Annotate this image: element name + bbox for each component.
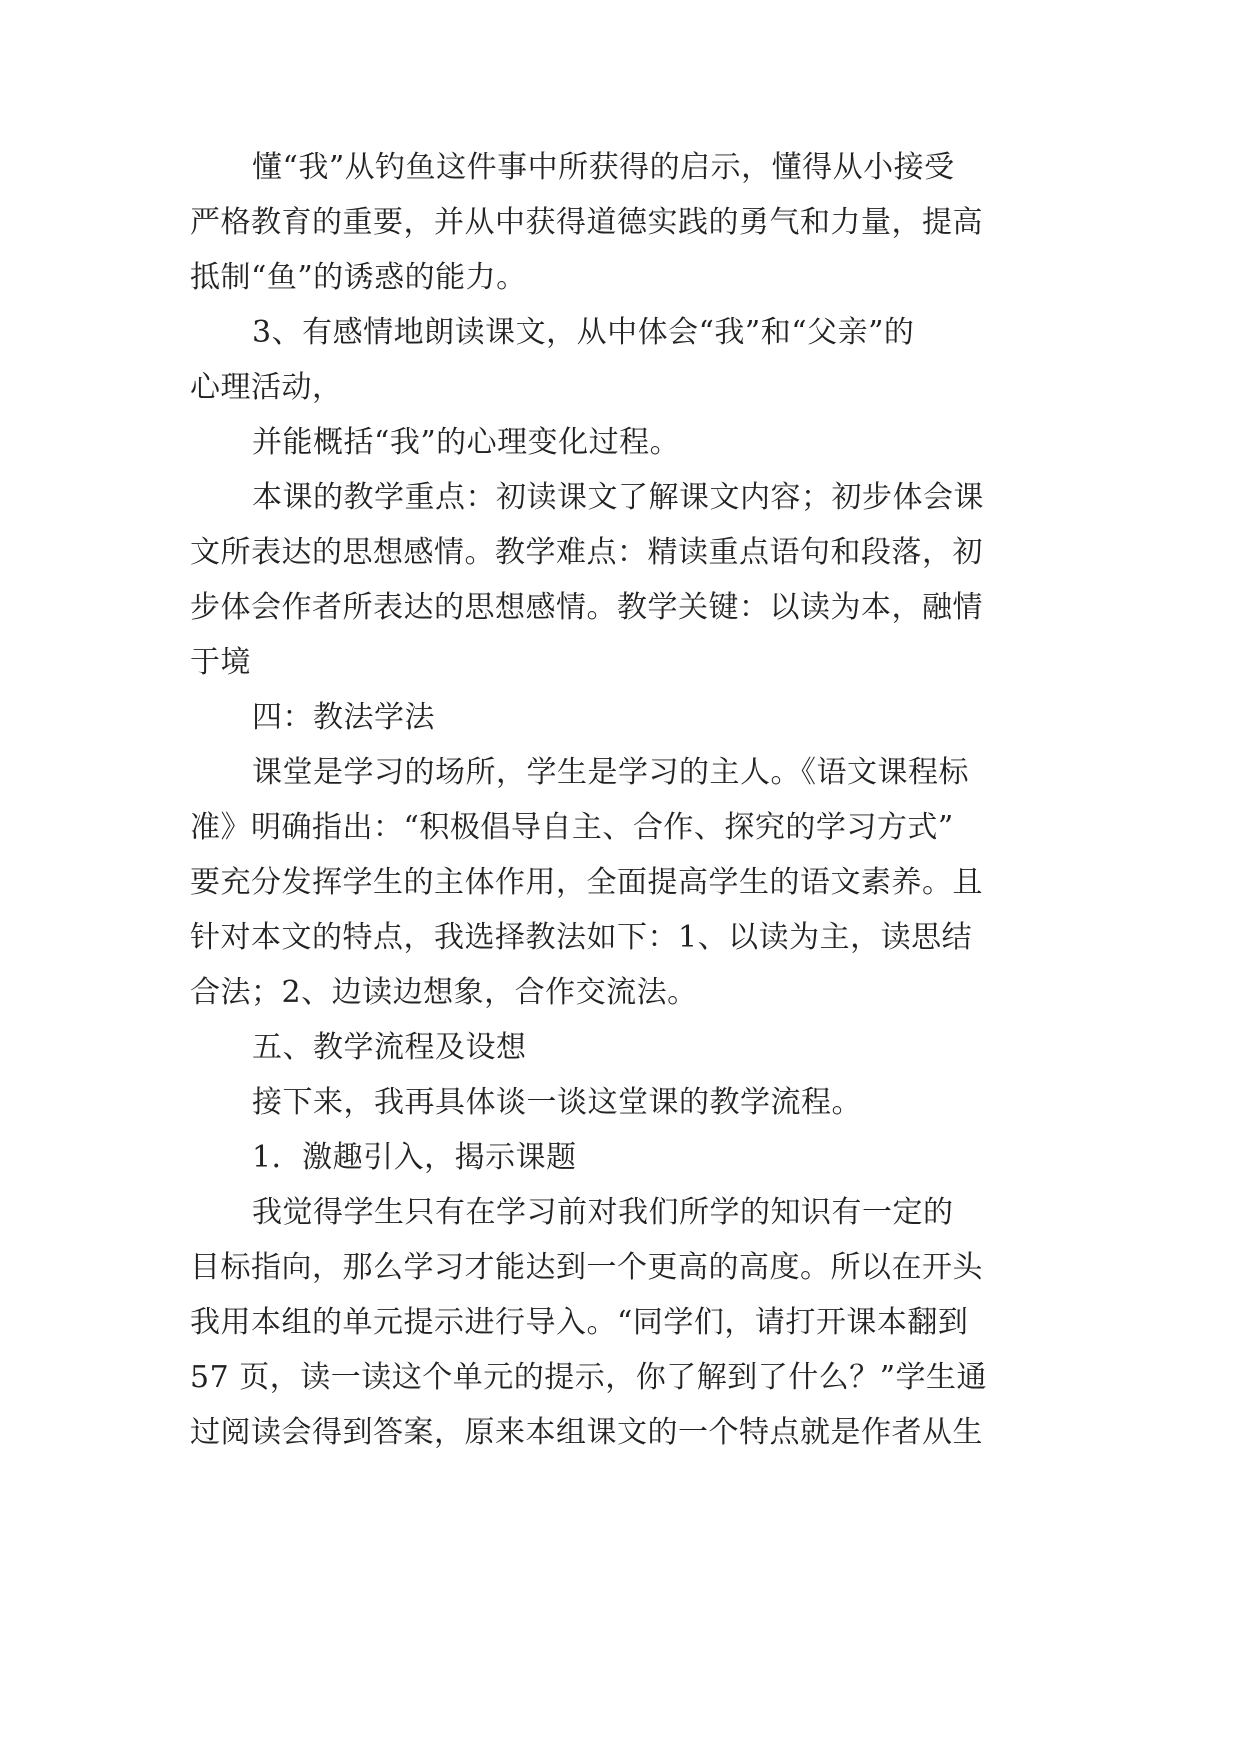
text-line: 接下来，我再具体谈一谈这堂课的教学流程。 (252, 1085, 862, 1120)
text-line: 针对本文的特点，我选择教法如下：1、以读为主，读思结 (190, 920, 973, 955)
text-line: 过阅读会得到答案，原来本组课文的一个特点就是作者从生 (190, 1415, 983, 1450)
section-heading: 四：教法学法 (252, 700, 435, 735)
subsection-heading: 1．激趣引入，揭示课题 (252, 1140, 577, 1175)
text-line: 要充分发挥学生的主体作用，全面提高学生的语文素养。且 (190, 865, 983, 900)
text-line: 我用本组的单元提示进行导入。“同学们，请打开课本翻到 (190, 1305, 969, 1340)
text-line: 57 页，读一读这个单元的提示，你了解到了什么？”学生通 (190, 1360, 988, 1395)
text-line: 3、有感情地朗读课文，从中体会“我”和“父亲”的 (252, 315, 915, 350)
text-line: 于境 (190, 645, 251, 680)
text-line: 步体会作者所表达的思想感情。教学关键：以读为本，融情 (190, 590, 983, 625)
text-line: 严格教育的重要，并从中获得道德实践的勇气和力量，提高 (190, 205, 983, 240)
text-line: 课堂是学习的场所，学生是学习的主人。《语文课程标 (252, 755, 969, 790)
text-line: 并能概括“我”的心理变化过程。 (252, 425, 681, 460)
text-line: 目标指向，那么学习才能达到一个更高的高度。所以在开头 (190, 1250, 983, 1285)
text-line: 懂“我”从钓鱼这件事中所获得的启示，懂得从小接受 (252, 150, 955, 185)
text-line: 心理活动， (190, 370, 343, 405)
section-heading: 五、教学流程及设想 (252, 1030, 527, 1065)
text-line: 文所表达的思想感情。教学难点：精读重点语句和段落，初 (190, 535, 983, 570)
text-line: 本课的教学重点：初读课文了解课文内容；初步体会课 (252, 480, 984, 515)
text-line: 我觉得学生只有在学习前对我们所学的知识有一定的 (252, 1195, 954, 1230)
text-line: 准》明确指出：“积极倡导自主、合作、探究的学习方式” (190, 810, 954, 845)
text-line: 合法；2、边读边想象，合作交流法。 (190, 975, 698, 1010)
text-line: 抵制“鱼”的诱惑的能力。 (190, 260, 527, 295)
